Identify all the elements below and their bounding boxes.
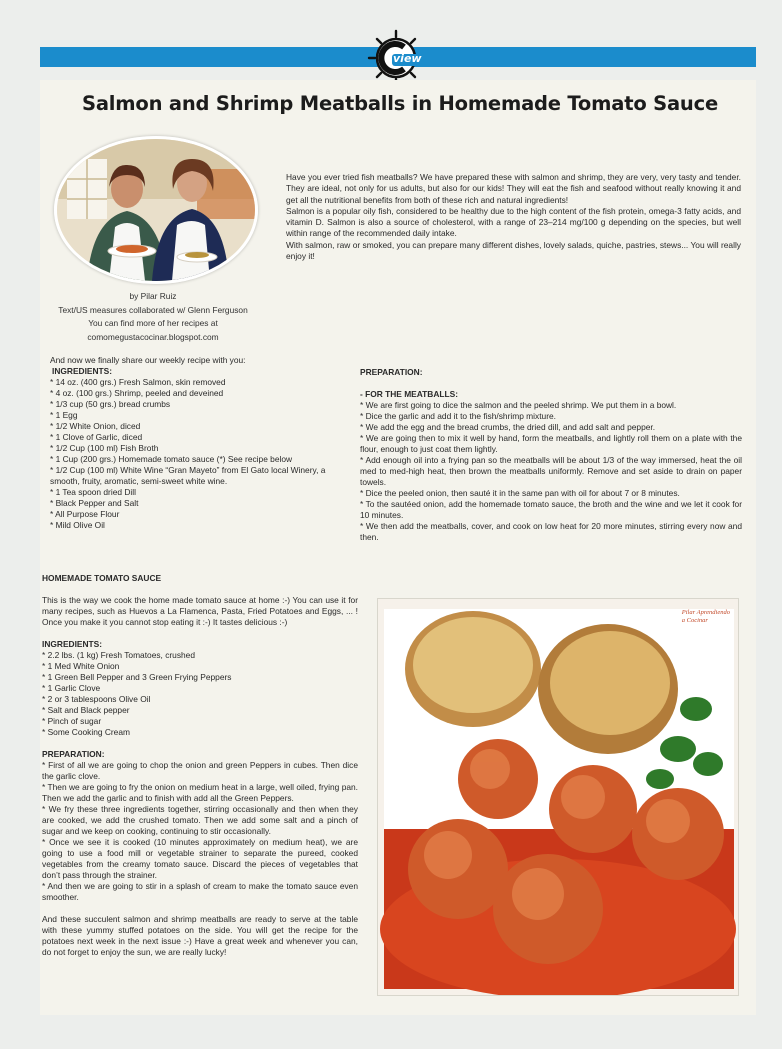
sauce-ingredient-item: * 2 or 3 tablespoons Olive Oil	[42, 694, 151, 704]
dish-photo	[377, 598, 739, 996]
prep-step: * Add enough oil into a frying pan so the meatballs will be about 1/3 of the way immersed, heat the oil med to med-high heat, then brown the meatballs uniformly. Remove and set aside to drain on paper towels.	[360, 455, 742, 487]
ingredient-item: * 14 oz. (400 grs.) Fresh Salmon, skin removed	[50, 377, 226, 387]
ingredient-item: * 1/2 White Onion, diced	[50, 421, 141, 431]
prep-step: * We are first going to dice the salmon and the peeled shrimp. We put them in a bowl.	[360, 400, 677, 410]
sauce-ingredients-heading: INGREDIENTS:	[42, 639, 103, 649]
ingredient-item: * 1/2 Cup (100 ml) White Wine “Gran Mayeto” from El Gato local Winery, a smooth, fruity, aromatic, semi-sweet white wine.	[50, 465, 326, 486]
article-page	[40, 80, 756, 1015]
byline: by Pilar Ruiz	[129, 291, 177, 301]
meatballs-heading: - FOR THE MEATBALLS:	[360, 389, 459, 399]
ingredients-section	[50, 355, 350, 531]
watermark-line: a Cocinar	[681, 617, 708, 624]
intro-paragraph: Have you ever tried fish meatballs? We have prepared these with salmon and shrimp, they are very, very tasty and tender. They are ideal, not only for us adults, but also for our kids! They will eat the fish and seafood without really knowing it and get all the nutritional benefits from both of these rich and natural ingredients!	[286, 172, 741, 205]
ingredient-item: * 1 Clove of Garlic, diced	[50, 432, 143, 442]
author-portrait	[54, 136, 258, 284]
sauce-ingredient-item: * 1 Green Bell Pepper and 3 Green Frying Peppers	[42, 672, 232, 682]
author-credits	[40, 290, 266, 344]
ingredient-item: * 1 Tea spoon dried Dill	[50, 487, 136, 497]
prep-step: * We then add the meatballs, cover, and cook on low heat for 20 more minutes, stirring every now and then.	[360, 521, 742, 542]
prep-step: * Dice the garlic and add it to the fish/shrimp mixture.	[360, 411, 556, 421]
ingredient-item: * Black Pepper and Salt	[50, 498, 139, 508]
ingredient-item: * 1/3 cup (50 grs.) bread crumbs	[50, 399, 171, 409]
ingredient-item: * Mild Olive Oil	[50, 520, 105, 530]
intro-paragraph: With salmon, raw or smoked, you can prepare many different dishes, lovely salads, quiche, pastries, stews... You will really enjoy it!	[286, 239, 741, 262]
sauce-step: * Then we are going to fry the onion on medium heat in a large, well oiled, frying pan. Then we add the garlic and to finish with add all the Green Peppers.	[42, 782, 358, 803]
sauce-ingredient-item: * 1 Garlic Clove	[42, 683, 101, 693]
sauce-step: * We fry these three ingredients together, stirring occasionally and then when they are cooked, we add the crushed tomato. Then we add some salt and a pinch of sugar and we keep on cooking, continuing to stir occasionally.	[42, 804, 358, 836]
prep-step: * To the sautéed onion, add the homemade tomato sauce, the broth and the wine and we let it cook for 10 minutes.	[360, 499, 742, 520]
sauce-step: * And then we are going to stir in a splash of cream to make the tomato sauce even smoother.	[42, 881, 358, 902]
sauce-ingredient-item: * Salt and Black pepper	[42, 705, 130, 715]
sauce-step: * First of all we are going to chop the onion and green Peppers in cubes. Then dice the garlic clove.	[42, 760, 358, 781]
article-title: Salmon and Shrimp Meatballs in Homemade Tomato Sauce	[82, 92, 718, 115]
logo-text: view	[393, 52, 422, 65]
sauce-ingredient-item: * 1 Med White Onion	[42, 661, 120, 671]
collaboration-note: Text/US measures collaborated w/ Glenn Ferguson	[58, 304, 248, 315]
sauce-ingredient-item: * 2.2 lbs. (1 kg) Fresh Tomatoes, crushed	[42, 650, 195, 660]
share-line: And now we finally share our weekly recipe with you:	[50, 355, 246, 365]
sauce-heading: HOMEMADE TOMATO SAUCE	[42, 573, 162, 583]
intro-paragraph: Salmon is a popular oily fish, considered to be healthy due to the high content of the fish protein, omega-3 fatty acids, and vitamin D. Salmon is also a source of cholesterol, with a range of 23–214 mg/100 g depending on the species, but well within range of the recommended daily intake.	[286, 205, 741, 239]
ingredient-item: * 1 Cup (200 grs.) Homemade tomato sauce (*) See recipe below	[50, 454, 293, 464]
closing-paragraph: And these succulent salmon and shrimp meatballs are ready to serve at the table with these yummy stuffed potatoes on the side. You will get the recipe for the potatoes next week in the next issue :-) Have a great week and whenever you can, do not forget to enjoy the sun, we are really lucky!	[42, 914, 358, 957]
ingredient-item: * 1/2 Cup (100 ml) Fish Broth	[50, 443, 159, 453]
watermark-line: Pilar Aprendiendo	[681, 609, 730, 616]
sauce-intro: This is the way we cook the home made tomato sauce at home :-) You can use it for many recipes, such as Huevos a La Flamenca, Pasta, Fried Potatoes and Eggs, ... ! Once you make it you cannot stop eating it :-) It tastes delicious :-)	[42, 595, 358, 627]
prep-step: * We add the egg and the bread crumbs, the dried dill, and add salt and pepper.	[360, 422, 656, 432]
prep-step: * We are going then to mix it well by hand, form the meatballs, and lightly roll them on a plate with the flour, enough to just coat them lightly.	[360, 433, 742, 454]
sauce-ingredient-item: * Pinch of sugar	[42, 716, 102, 726]
more-recipes-note: You can find more of her recipes at	[88, 318, 218, 329]
prep-step: * Dice the peeled onion, then sauté it in the same pan with oil for about 7 or 8 minutes.	[360, 488, 680, 498]
photo-watermark	[682, 609, 730, 625]
ingredient-item: * 1 Egg	[50, 410, 78, 420]
intro-text	[286, 172, 741, 262]
blog-url: comomegustacocinar.blogspot.com	[87, 331, 219, 342]
preparation-heading: PREPARATION:	[360, 367, 423, 377]
preparation-section	[360, 367, 742, 543]
ingredient-item: * All Purpose Flour	[50, 509, 120, 519]
sauce-preparation-heading: PREPARATION:	[42, 749, 105, 759]
tomato-sauce-section	[42, 573, 358, 958]
ingredients-heading: INGREDIENTS:	[52, 366, 113, 376]
ingredient-item: * 4 oz. (100 grs.) Shrimp, peeled and deveined	[50, 388, 224, 398]
sauce-ingredient-item: * Some Cooking Cream	[42, 727, 130, 737]
sauce-step: * Once we see it is cooked (10 minutes approximately on medium heat), we are going to use a food mill or vegetable strainer to separate the pureed, cooked vegetables from the creamy tomato sauce. Discard the pieces of vegetables that don’t pass through the strainer.	[42, 837, 358, 880]
